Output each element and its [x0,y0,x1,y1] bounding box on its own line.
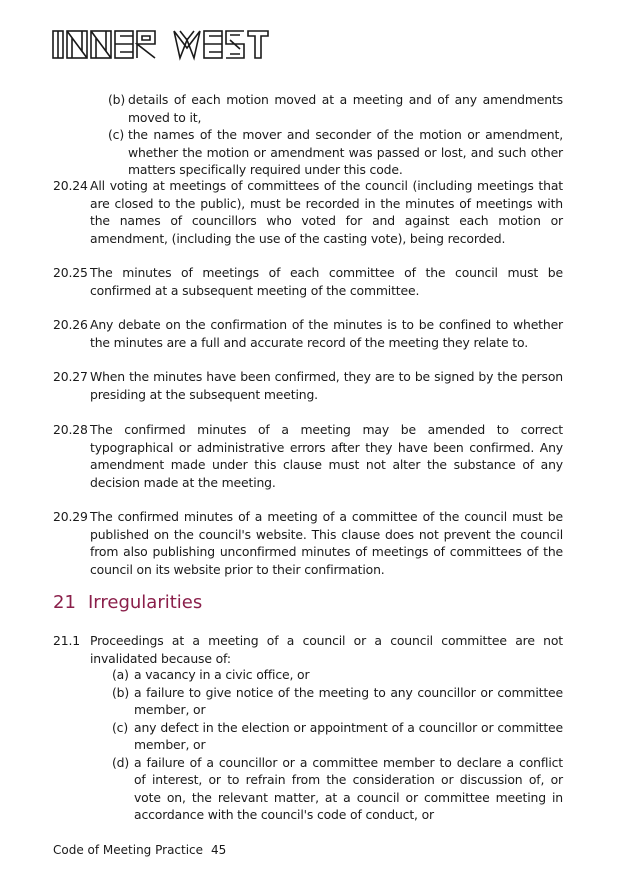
list-item [108,126,563,179]
section-number: 21 [53,592,76,613]
item-label: (a) [112,667,129,682]
clause-text: The confirmed minutes of a meeting of a committee of the council must be published on the council's website. This clause does not prevent the council from also publishing unconfirmed minutes of meetings of committees of the council on its website prior to their confirmation. [90,509,563,577]
clause-text: The minutes of meetings of each committee of the council must be confirmed at a subsequent meeting of the committee. [90,265,563,298]
footer-title: Code of Meeting Practice [53,843,204,857]
item-text: the names of the mover and seconder of the motion or amendment, whether the motion or amendment was passed or lost, and such other matters specifically required under this code. [128,127,563,177]
clause-number: 20.26 [53,317,88,332]
clause-21-1-items [112,666,563,824]
item-label: (d) [112,754,130,770]
item-label: (c) [112,719,129,735]
section-heading [53,592,202,613]
item-text: a failure of a councillor or a committee member to declare a conflict of interest, or to refrain from the consideration or discussion of, or vote on, the relevant matter, at a council or committee meeting in accordance with the council's code of conduct, or [134,754,563,822]
item-label: (b) [112,684,130,700]
page-footer [53,843,234,857]
clause-number: 20.28 [53,422,88,437]
clause-20-27 [53,368,563,403]
clause-21-1 [53,632,563,667]
clause-text: Proceedings at a meeting of a council or a council committee are not invalidated because of: [90,633,563,666]
item-label: (b) [108,92,126,107]
clause-number: 20.29 [53,509,88,524]
item-label: (c) [108,127,125,142]
clause-text: When the minutes have been confirmed, they are to be signed by the person presiding at the subsequent meeting. [90,369,563,402]
clause-20-26 [53,316,563,351]
clause-text: Any debate on the confirmation of the minutes is to be confined to whether the minutes are a full and accurate record of the meeting they relate to. [90,317,563,350]
list-item [112,684,563,719]
list-item [108,91,563,126]
section-title: Irregularities [88,592,203,613]
clause-20-29 [53,508,563,578]
clause-20-25 [53,264,563,299]
logo-text: INNER WEST [52,26,59,27]
item-text: a failure to give notice of the meeting to any councillor or committee member, or [134,684,563,717]
list-item [112,719,563,754]
inner-west-logo [52,26,292,66]
clause-number: 20.25 [53,265,88,280]
list-item [112,754,563,824]
clause-text: The confirmed minutes of a meeting may be amended to correct typographical or administrative errors after they have been confirmed. Any amendment made under this clause must not alter the substance of any decision made at the meeting. [90,422,563,490]
clause-number: 20.24 [53,178,88,193]
continued-sublist [108,91,563,179]
clause-20-24 [53,177,563,247]
clause-number: 21.1 [53,633,80,648]
clause-text: All voting at meetings of committees of the council (including meetings that are closed to the public), must be recorded in the minutes of meetings with the names of councillors who voted for and against each motion or amendment, (including the use of the casting vote), being recorded. [90,178,563,246]
page-number: 45 [211,843,227,857]
item-text: any defect in the election or appointment of a councillor or committee member, or [134,719,563,752]
clause-number: 20.27 [53,369,88,384]
item-text: details of each motion moved at a meeting and of any amendments moved to it, [128,92,563,125]
item-text: a vacancy in a civic office, or [134,667,310,682]
clause-20-28 [53,421,563,491]
list-item [112,666,563,684]
logo-graphic [52,26,292,62]
